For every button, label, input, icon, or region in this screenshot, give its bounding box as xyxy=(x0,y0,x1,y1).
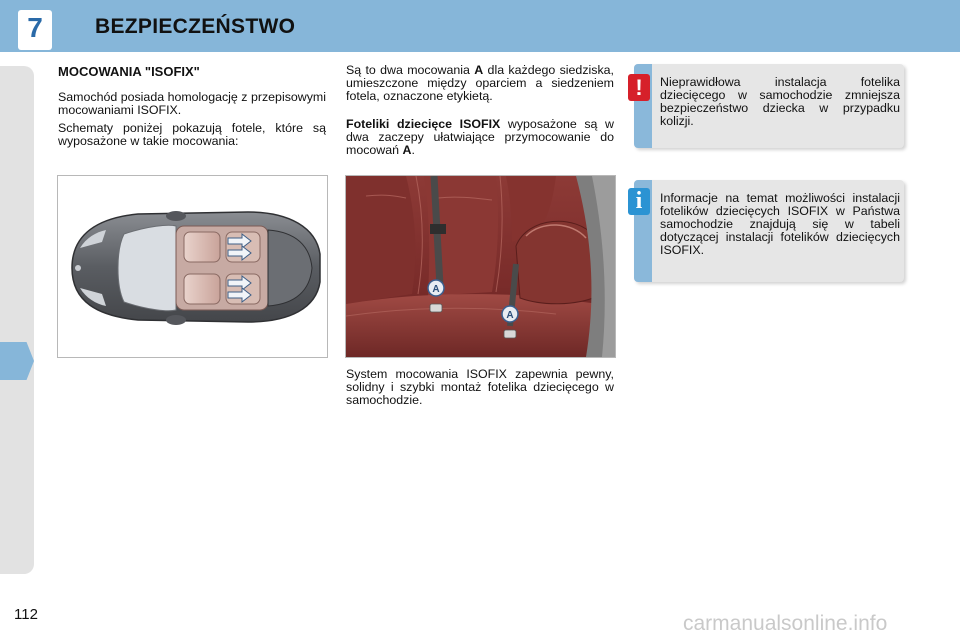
anchorages-paragraph xyxy=(346,64,614,103)
intro-paragraph: Samochód posiada homologację z przepisowymi mocowaniami ISOFIX. xyxy=(58,90,326,117)
isofix-seats-bold: Foteliki dziecięce ISOFIX xyxy=(346,117,501,131)
isofix-seats-text: wyposażone są w dwa zaczepy ułatwiające przymocowanie do mocowań xyxy=(346,117,614,157)
schematics-paragraph: Schematy poniżej pokazują fotele, które są wyposażone w takie mocowania: xyxy=(58,121,326,148)
anchorage-a-marker-2 xyxy=(502,306,518,322)
isofix-seats-paragraph: Foteliki dziecięce ISOFIX wyposażone są w dwa zaczepy ułatwiające przymocowanie do mocowań A. xyxy=(346,117,614,157)
anchorage-a-label-2: A xyxy=(506,310,514,321)
rear-seat-illustration xyxy=(346,176,615,357)
section-title: MOCOWANIA "ISOFIX" xyxy=(58,64,200,79)
warning-text: Nieprawidłowa instalacja fotelika dziecięcego w samochodzie zmniejsza bezpieczeństwo dziecka w przypadku kolizji. xyxy=(660,75,900,128)
anchorage-label-a-end: A xyxy=(402,143,412,157)
chapter-number: 7 xyxy=(27,12,43,43)
car-topview-figure xyxy=(57,175,328,358)
anchorage-label-a: A xyxy=(474,63,484,77)
anchorage-a-label-1: A xyxy=(432,284,440,295)
rear-seat-photo xyxy=(345,175,616,358)
info-icon: i xyxy=(628,188,650,215)
watermark: carmanualsonline.info xyxy=(683,612,888,635)
side-panel xyxy=(0,66,34,574)
anchorage-a-marker-1 xyxy=(428,280,444,296)
page-number: 112 xyxy=(14,606,38,623)
car-topview-illustration xyxy=(58,176,327,357)
info-callout xyxy=(634,180,904,282)
anchorages-text: Są to dwa mocowania xyxy=(346,63,470,77)
anchorages-text-rest: dla każdego siedziska, umieszczone między oparciem a siedzeniem fotela, oznaczone etykietą. xyxy=(346,63,614,103)
info-text: Informacje na temat możliwości instalacji fotelików dziecięcych ISOFIX w Państwa samochodzie znajdują się w tabeli dotyczącej instalacji fotelików dziecięcych ISOFIX. xyxy=(660,191,900,257)
isofix-caption: System mocowania ISOFIX zapewnia pewny, solidny i szybki montaż fotelika dziecięcego w samochodzie. xyxy=(346,367,614,407)
exclamation-icon: ! xyxy=(628,74,650,101)
warning-callout xyxy=(634,64,904,148)
chapter-title: BEZPIECZEŃSTWO xyxy=(95,15,296,38)
